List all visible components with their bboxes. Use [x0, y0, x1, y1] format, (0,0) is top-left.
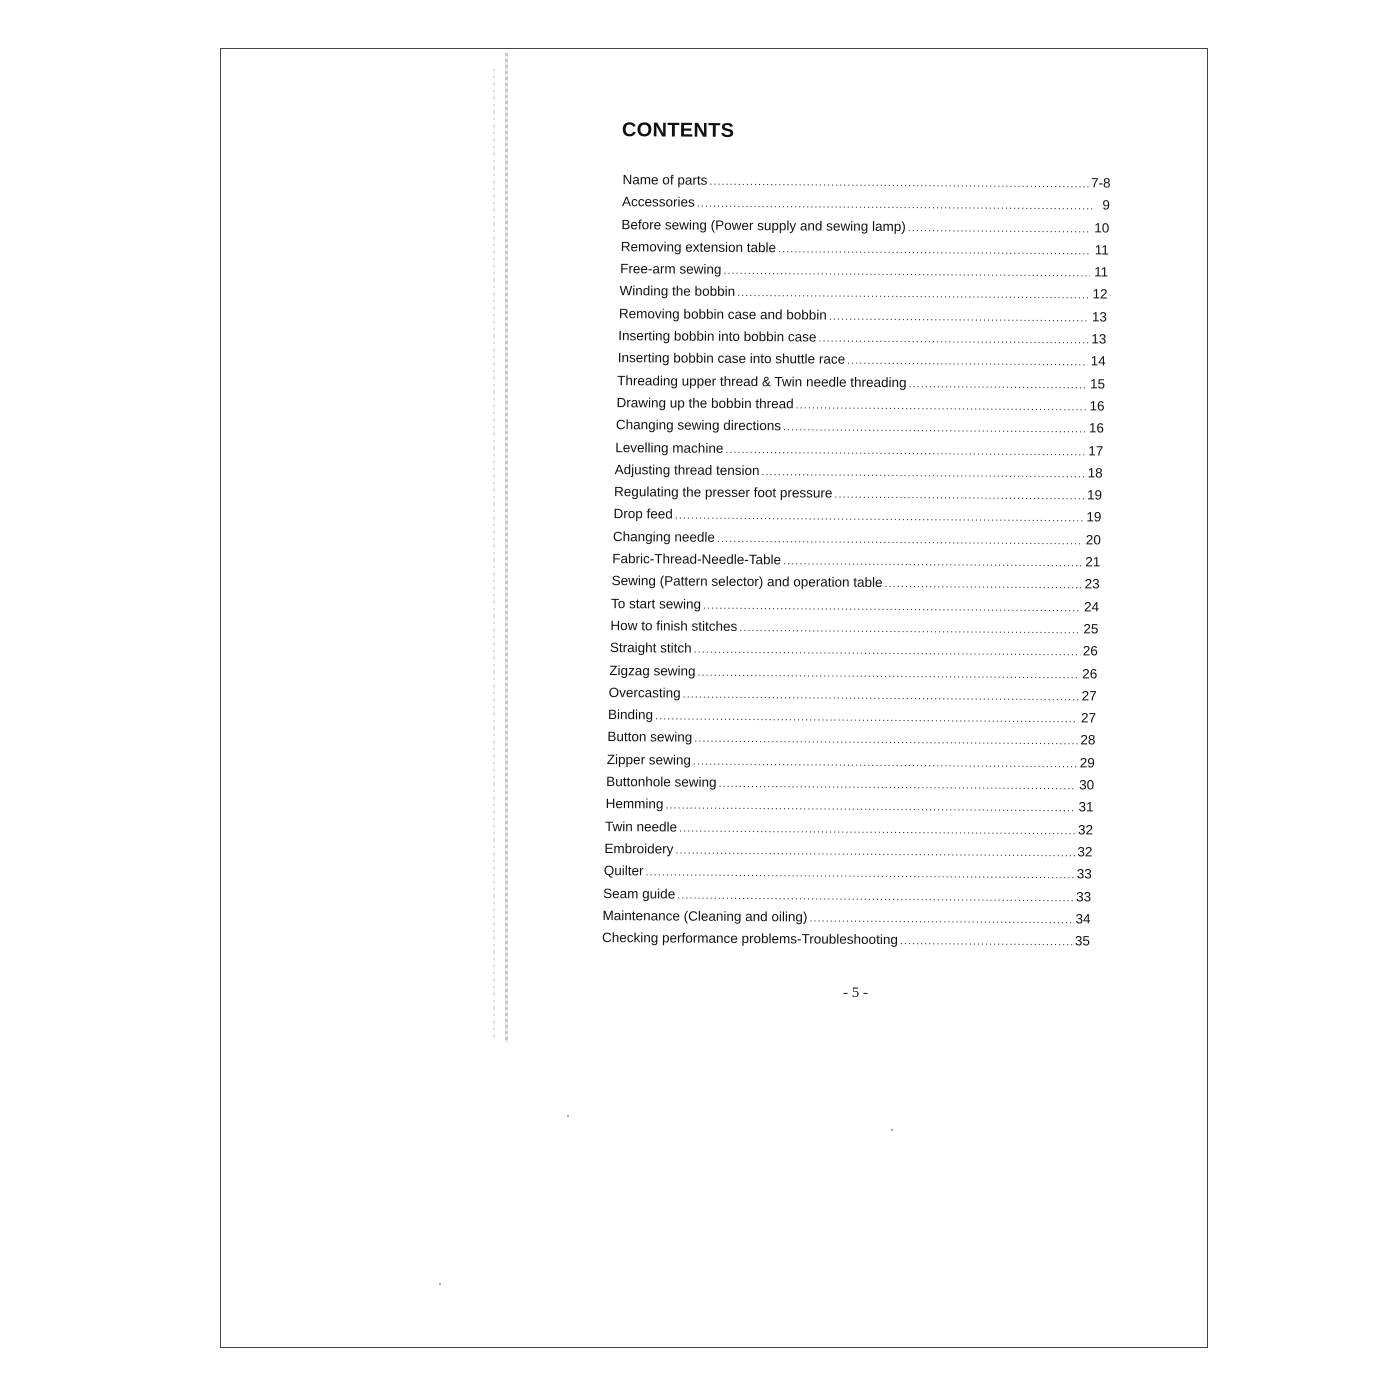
toc-leader-dots [783, 422, 1086, 436]
toc-entry-page: 34 [1075, 911, 1091, 927]
toc-entry-page: 13 [1091, 309, 1107, 325]
toc-entry-page: 24 [1083, 599, 1100, 615]
toc-leader-dots [717, 533, 1083, 548]
toc-entry-page: 33 [1076, 888, 1092, 904]
scan-speck [891, 1129, 893, 1131]
toc-entry-page: 31 [1078, 799, 1094, 815]
toc-entry-label: Buttonhole sewing [606, 774, 717, 790]
toc-leader-dots [796, 399, 1087, 413]
toc-entry-page: 11 [1094, 264, 1109, 280]
toc-entry-label: Changing sewing directions [615, 417, 782, 434]
toc-entry-label: Threading upper thread & Twin needle threading [617, 372, 907, 390]
toc-entry-page: 10 [1094, 220, 1110, 236]
toc-entry-label: How to finish stitches [610, 618, 738, 634]
binding-shadow [505, 53, 508, 1043]
toc-entry-label: Zigzag sewing [609, 662, 696, 679]
toc-entry-page: 32 [1077, 821, 1094, 838]
toc-entry-page: 16 [1088, 420, 1104, 436]
toc-entry-page: 32 [1077, 844, 1093, 860]
toc-entry-page: 28 [1080, 732, 1096, 748]
toc-entry-page: 35 [1074, 933, 1091, 949]
toc-entry-page: 12 [1092, 286, 1108, 303]
toc-leader-dots [675, 510, 1084, 525]
toc-leader-dots [675, 844, 1074, 859]
toc-entry-label: Quilter [603, 863, 644, 879]
toc-entry-page: 14 [1090, 353, 1106, 369]
toc-entry-label: Hemming [605, 796, 664, 812]
toc-entry-label: Fabric-Thread-Needle-Table [612, 551, 782, 568]
toc-leader-dots [723, 265, 1090, 280]
toc-leader-dots [829, 310, 1089, 324]
toc-entry-label: Inserting bobbin case into shuttle race [617, 350, 846, 368]
scan-speck [567, 1115, 569, 1117]
toc-entry-label: Free-arm sewing [620, 261, 722, 278]
toc-leader-dots [834, 489, 1084, 503]
toc-leader-dots [761, 466, 1084, 480]
toc-entry-page: 13 [1091, 331, 1107, 347]
toc-entry-label: To start sewing [611, 595, 702, 612]
toc-entry-page: 16 [1089, 398, 1105, 414]
toc-leader-dots [809, 912, 1072, 926]
toc-entry-label: Adjusting thread tension [614, 461, 760, 478]
toc-leader-dots [677, 889, 1073, 904]
toc-entry-page: 27 [1081, 688, 1097, 704]
toc-entry-page: 19 [1086, 487, 1103, 503]
toc-leader-dots [818, 333, 1088, 347]
toc-entry-page: 29 [1079, 755, 1095, 771]
toc-entry-label: Before sewing (Power supply and sewing lamp) [621, 216, 906, 234]
toc-leader-dots [885, 578, 1082, 591]
toc-entry-label: Drawing up the bobbin thread [616, 395, 794, 412]
toc-leader-dots [725, 443, 1085, 458]
toc-leader-dots [697, 666, 1079, 681]
toc-leader-dots [694, 644, 1080, 659]
toc-entry-page: 19 [1086, 509, 1102, 525]
toc-entry-page: 33 [1076, 866, 1092, 882]
toc-entry-label: Zipper sewing [606, 751, 691, 768]
toc-entry-page: 23 [1084, 576, 1100, 592]
toc-entry-label: Changing needle [612, 528, 716, 545]
toc-entry-label: Checking performance problems-Troubleshooting [601, 930, 898, 948]
toc-entry-label: Levelling machine [615, 439, 724, 456]
toc-entry-label: Overcasting [608, 684, 681, 701]
toc-entry-page: 27 [1080, 710, 1097, 726]
toc-entry-page: 26 [1082, 643, 1098, 659]
toc-entry-page: 9 [1102, 197, 1111, 213]
document-page [220, 48, 1208, 1348]
toc-leader-dots [679, 822, 1075, 837]
toc-leader-dots [683, 688, 1079, 703]
toc-leader-dots [697, 198, 1092, 213]
toc-entry-page: 26 [1082, 665, 1098, 681]
toc-entry-label: Inserting bobbin into bobbin case [618, 328, 817, 345]
toc-entry-label: Embroidery [604, 840, 674, 857]
toc-entry-label: Regulating the presser foot pressure [614, 484, 833, 501]
toc-entry-label: Twin needle [604, 818, 678, 835]
toc-leader-dots [737, 287, 1089, 301]
toc-entry-page: 11 [1094, 242, 1109, 258]
toc-entry-label: Winding the bobbin [619, 283, 736, 300]
toc-entry-page: 25 [1083, 621, 1099, 637]
toc-leader-dots [709, 176, 1089, 191]
toc-entry-label: Removing extension table [620, 239, 777, 256]
contents-title: CONTENTS [621, 119, 735, 142]
toc-entry-label: Sewing (Pattern selector) and operation table [611, 573, 883, 591]
toc-entry-label: Straight stitch [609, 640, 692, 656]
toc-leader-dots [900, 935, 1072, 948]
toc-entry-page: 20 [1085, 532, 1101, 548]
page-number: - 5 - [843, 985, 868, 1001]
toc-leader-dots [778, 243, 1091, 257]
binding-shadow-secondary [493, 69, 495, 1039]
toc-entry-page: 15 [1090, 376, 1106, 392]
toc-leader-dots [694, 733, 1077, 748]
toc-entry [602, 930, 1090, 956]
toc-leader-dots [655, 711, 1078, 726]
toc-entry-label: Removing bobbin case and bobbin [618, 305, 827, 323]
toc-entry-label: Seam guide [603, 885, 676, 902]
toc-leader-dots [909, 378, 1088, 391]
toc-leader-dots [739, 622, 1080, 636]
toc-list [597, 172, 1111, 956]
scan-speck [439, 1283, 441, 1285]
toc-entry-page: 18 [1087, 465, 1103, 481]
toc-leader-dots [783, 555, 1082, 569]
toc-entry-label: Accessories [621, 194, 695, 210]
toc-leader-dots [665, 800, 1075, 815]
toc-entry-label: Maintenance (Cleaning and oiling) [602, 907, 808, 925]
toc-leader-dots [847, 355, 1088, 369]
toc-leader-dots [646, 867, 1074, 882]
toc-entry-page: 30 [1079, 777, 1095, 793]
toc-entry-label: Drop feed [613, 506, 673, 522]
table-of-contents [597, 119, 1111, 956]
toc-entry-page: 21 [1085, 554, 1101, 570]
toc-entry-label: Name of parts [622, 172, 708, 188]
toc-entry-page: 7-8 [1090, 175, 1111, 191]
toc-entry-label: Button sewing [607, 729, 693, 746]
toc-entry-page: 17 [1088, 442, 1104, 459]
toc-leader-dots [703, 599, 1081, 614]
toc-leader-dots [908, 222, 1092, 235]
toc-leader-dots [718, 778, 1076, 792]
toc-entry-label: Binding [607, 707, 654, 723]
toc-leader-dots [693, 755, 1077, 770]
